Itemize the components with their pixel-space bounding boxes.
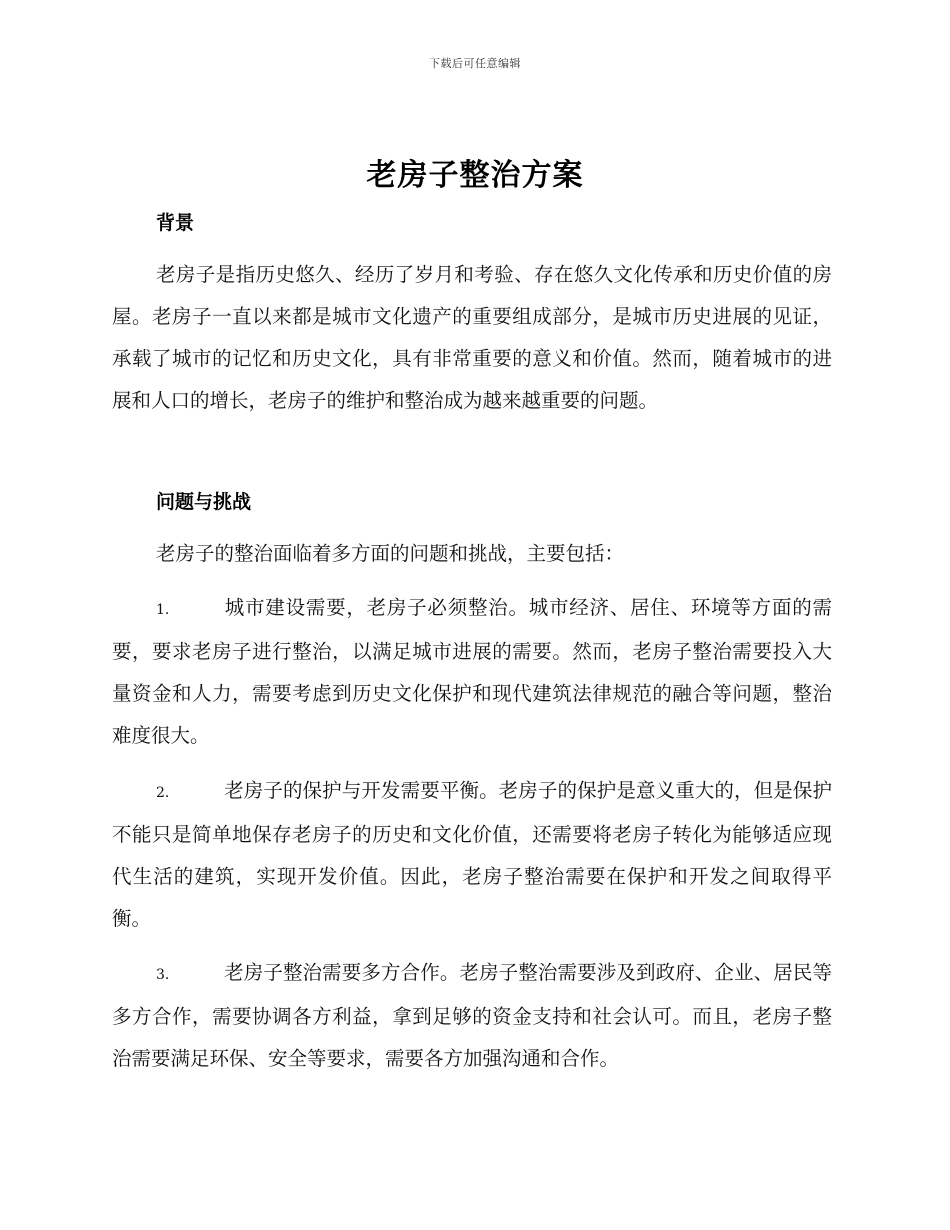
list-item-text: 老房子整治需要多方合作。老房子整治需要涉及到政府、企业、居民等多方合作，需要协调各方利益，拿到足够的资金支持和社会认可。而且，老房子整治需要满足环保、安全等要求，需要各方加强沟通和合作。 [112, 961, 832, 1070]
list-item-number: 2. [156, 785, 170, 801]
list-item-text: 老房子的保护与开发需要平衡。老房子的保护是意义重大的，但是保护不能只是简单地保存老房子的历史和文化价值，还需要将老房子转化为能够适应现代生活的建筑，实现开发价值。因此，老房子整治需要在保护和开发之间取得平衡。 [112, 779, 832, 930]
section-heading-problems: 问题与挑战 [156, 491, 252, 513]
list-item [112, 587, 832, 757]
section-heading-background: 背景 [156, 212, 195, 234]
list-item-number: 3. [156, 967, 170, 983]
list-item [112, 770, 832, 940]
list-item-number: 1. [156, 602, 170, 618]
list-item [112, 952, 832, 1080]
list-item-text: 城市建设需要，老房子必须整治。城市经济、居住、环境等方面的需要，要求老房子进行整治，以满足城市进展的需要。然而，老房子整治需要投入大量资金和人力，需要考虑到历史文化保护和现代建筑法律规范的融合等问题，整治难度很大。 [112, 596, 832, 747]
document-title: 老房子整治方案 [366, 158, 584, 193]
problems-intro-paragraph: 老房子的整治面临着多方面的问题和挑战，主要包括： [156, 542, 625, 565]
header-note: 下载后可任意编辑 [429, 57, 521, 70]
background-paragraph: 老房子是指历史悠久、经历了岁月和考验、存在悠久文化传承和历史价值的房屋。老房子一直以来都是城市文化遗产的重要组成部分，是城市历史进展的见证，承载了城市的记忆和历史文化，具有非常重要的意义和价值。然而，随着城市的进展和人口的增长，老房子的维护和整治成为越来越重要的问题。 [112, 263, 832, 412]
